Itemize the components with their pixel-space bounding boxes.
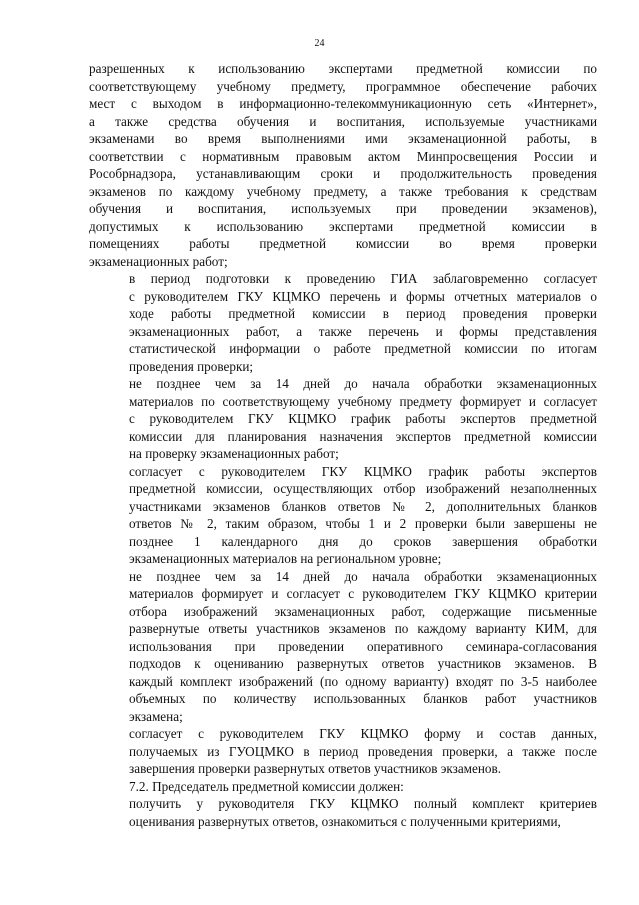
text-line: соответствующему учебному предмету, программное обеспечение рабочих	[89, 78, 597, 94]
text-line: получаемых из ГУОЦМКО в период проведения проверки, а также после	[129, 743, 597, 759]
text-line: 7.2. Председатель предметной комиссии должен:	[129, 778, 404, 794]
body-text	[89, 60, 597, 830]
paragraph	[89, 463, 597, 568]
text-line: допустимых к использованию экспертами предметной комиссии в	[89, 218, 597, 234]
text-line: материалов по соответствующему учебному предмету формирует и согласует	[129, 393, 597, 409]
paragraph	[89, 795, 597, 830]
text-line: экзаменационных материалов на региональном уровне;	[129, 551, 442, 566]
text-line: с руководителем ГКУ КЦМКО перечень и формы отчетных материалов о	[129, 288, 597, 304]
text-line: каждый комплект изображений (по одному варианту) входят по 3-5 наиболее	[129, 673, 597, 689]
text-line: разрешенных к использованию экспертами предметной комиссии по	[89, 61, 597, 76]
text-line: на проверку экзаменационных работ;	[129, 446, 339, 461]
text-line: ответов № 2, таким образом, чтобы 1 и 2 проверки были завершены не	[129, 516, 597, 531]
paragraph	[89, 60, 597, 270]
text-line: получить у руководителя ГКУ КЦМКО полный комплект критериев	[129, 796, 597, 811]
text-line: не позднее чем за 14 дней до начала обработки экзаменационных	[129, 568, 597, 584]
text-line: проведения проверки;	[129, 358, 254, 374]
text-line: экзаменационных работ;	[89, 253, 228, 269]
text-line: в период подготовки к проведению ГИА заблаговременно согласует	[129, 271, 597, 286]
text-line: ходе работы предметной комиссии в период проведения проверки	[129, 306, 597, 321]
paragraph	[89, 568, 597, 726]
text-line: с руководителем ГКУ КЦМКО график работы экспертов предметной	[129, 411, 597, 426]
text-line: использования при проведении оперативного семинара-согласования	[129, 638, 597, 654]
text-line: мест с выходом в информационно-телекоммуникационную сеть «Интернет»,	[89, 96, 597, 111]
page-number: 24	[314, 38, 325, 49]
paragraph	[89, 778, 597, 796]
text-line: экзаменами во время выполнениями ими экзаменационной работы, в	[89, 131, 597, 146]
paragraph	[89, 270, 597, 375]
text-line: позднее 1 календарного дня до сроков завершения обработки	[129, 533, 597, 549]
text-line: экзаменационных работ, а также перечень и формы представления	[129, 323, 597, 339]
text-line: подходов к оцениванию развернутых ответов участников экзаменов. В	[129, 656, 597, 671]
text-line: а также средства обучения и воспитания, используемые участниками	[89, 113, 597, 129]
text-line: согласует с руководителем ГКУ КЦМКО график работы экспертов	[129, 463, 597, 479]
paragraph	[89, 375, 597, 463]
text-line: завершения проверки развернутых ответов участников экзаменов.	[129, 761, 502, 776]
text-line: Рособрнадзора, устанавливающим сроки и продолжительность проведения	[89, 166, 597, 181]
text-line: отбора изображений экзаменационных работ, содержащие письменные	[129, 603, 597, 619]
text-line: соответствии с нормативным правовым актом Минпросвещения России и	[89, 148, 597, 164]
text-line: обучения и воспитания, используемых при проведении экзаменов),	[89, 201, 597, 216]
text-line: развернутые ответы участников экзаменов по каждому варианту КИМ, для	[129, 621, 597, 636]
text-line: экзамена;	[129, 708, 183, 724]
text-line: участниками экзаменов бланков ответов № 2, дополнительных бланков	[129, 498, 597, 514]
text-line: материалов формирует и согласует с руководителем ГКУ КЦМКО критерии	[129, 586, 597, 601]
text-line: предметной комиссии, осуществляющих отбор изображений незаполненных	[129, 481, 597, 496]
text-line: статистической информации о работе предметной комиссии по итогам	[129, 341, 597, 356]
text-line: согласует с руководителем ГКУ КЦМКО форму и состав данных,	[129, 726, 597, 741]
text-line: оценивания развернутых ответов, ознакомиться с полученными критериями,	[129, 813, 561, 829]
text-line: объемных по количеству использованных бланков работ участников	[129, 691, 597, 706]
text-line: помещениях работы предметной комиссии во время проверки	[89, 236, 597, 251]
paragraph	[89, 725, 597, 778]
text-line: экзаменов по каждому учебному предмету, а также требования к средствам	[89, 183, 597, 199]
text-line: не позднее чем за 14 дней до начала обработки экзаменационных	[129, 376, 597, 391]
text-line: комиссии для планирования назначения экспертов предметной комиссии	[129, 428, 597, 444]
